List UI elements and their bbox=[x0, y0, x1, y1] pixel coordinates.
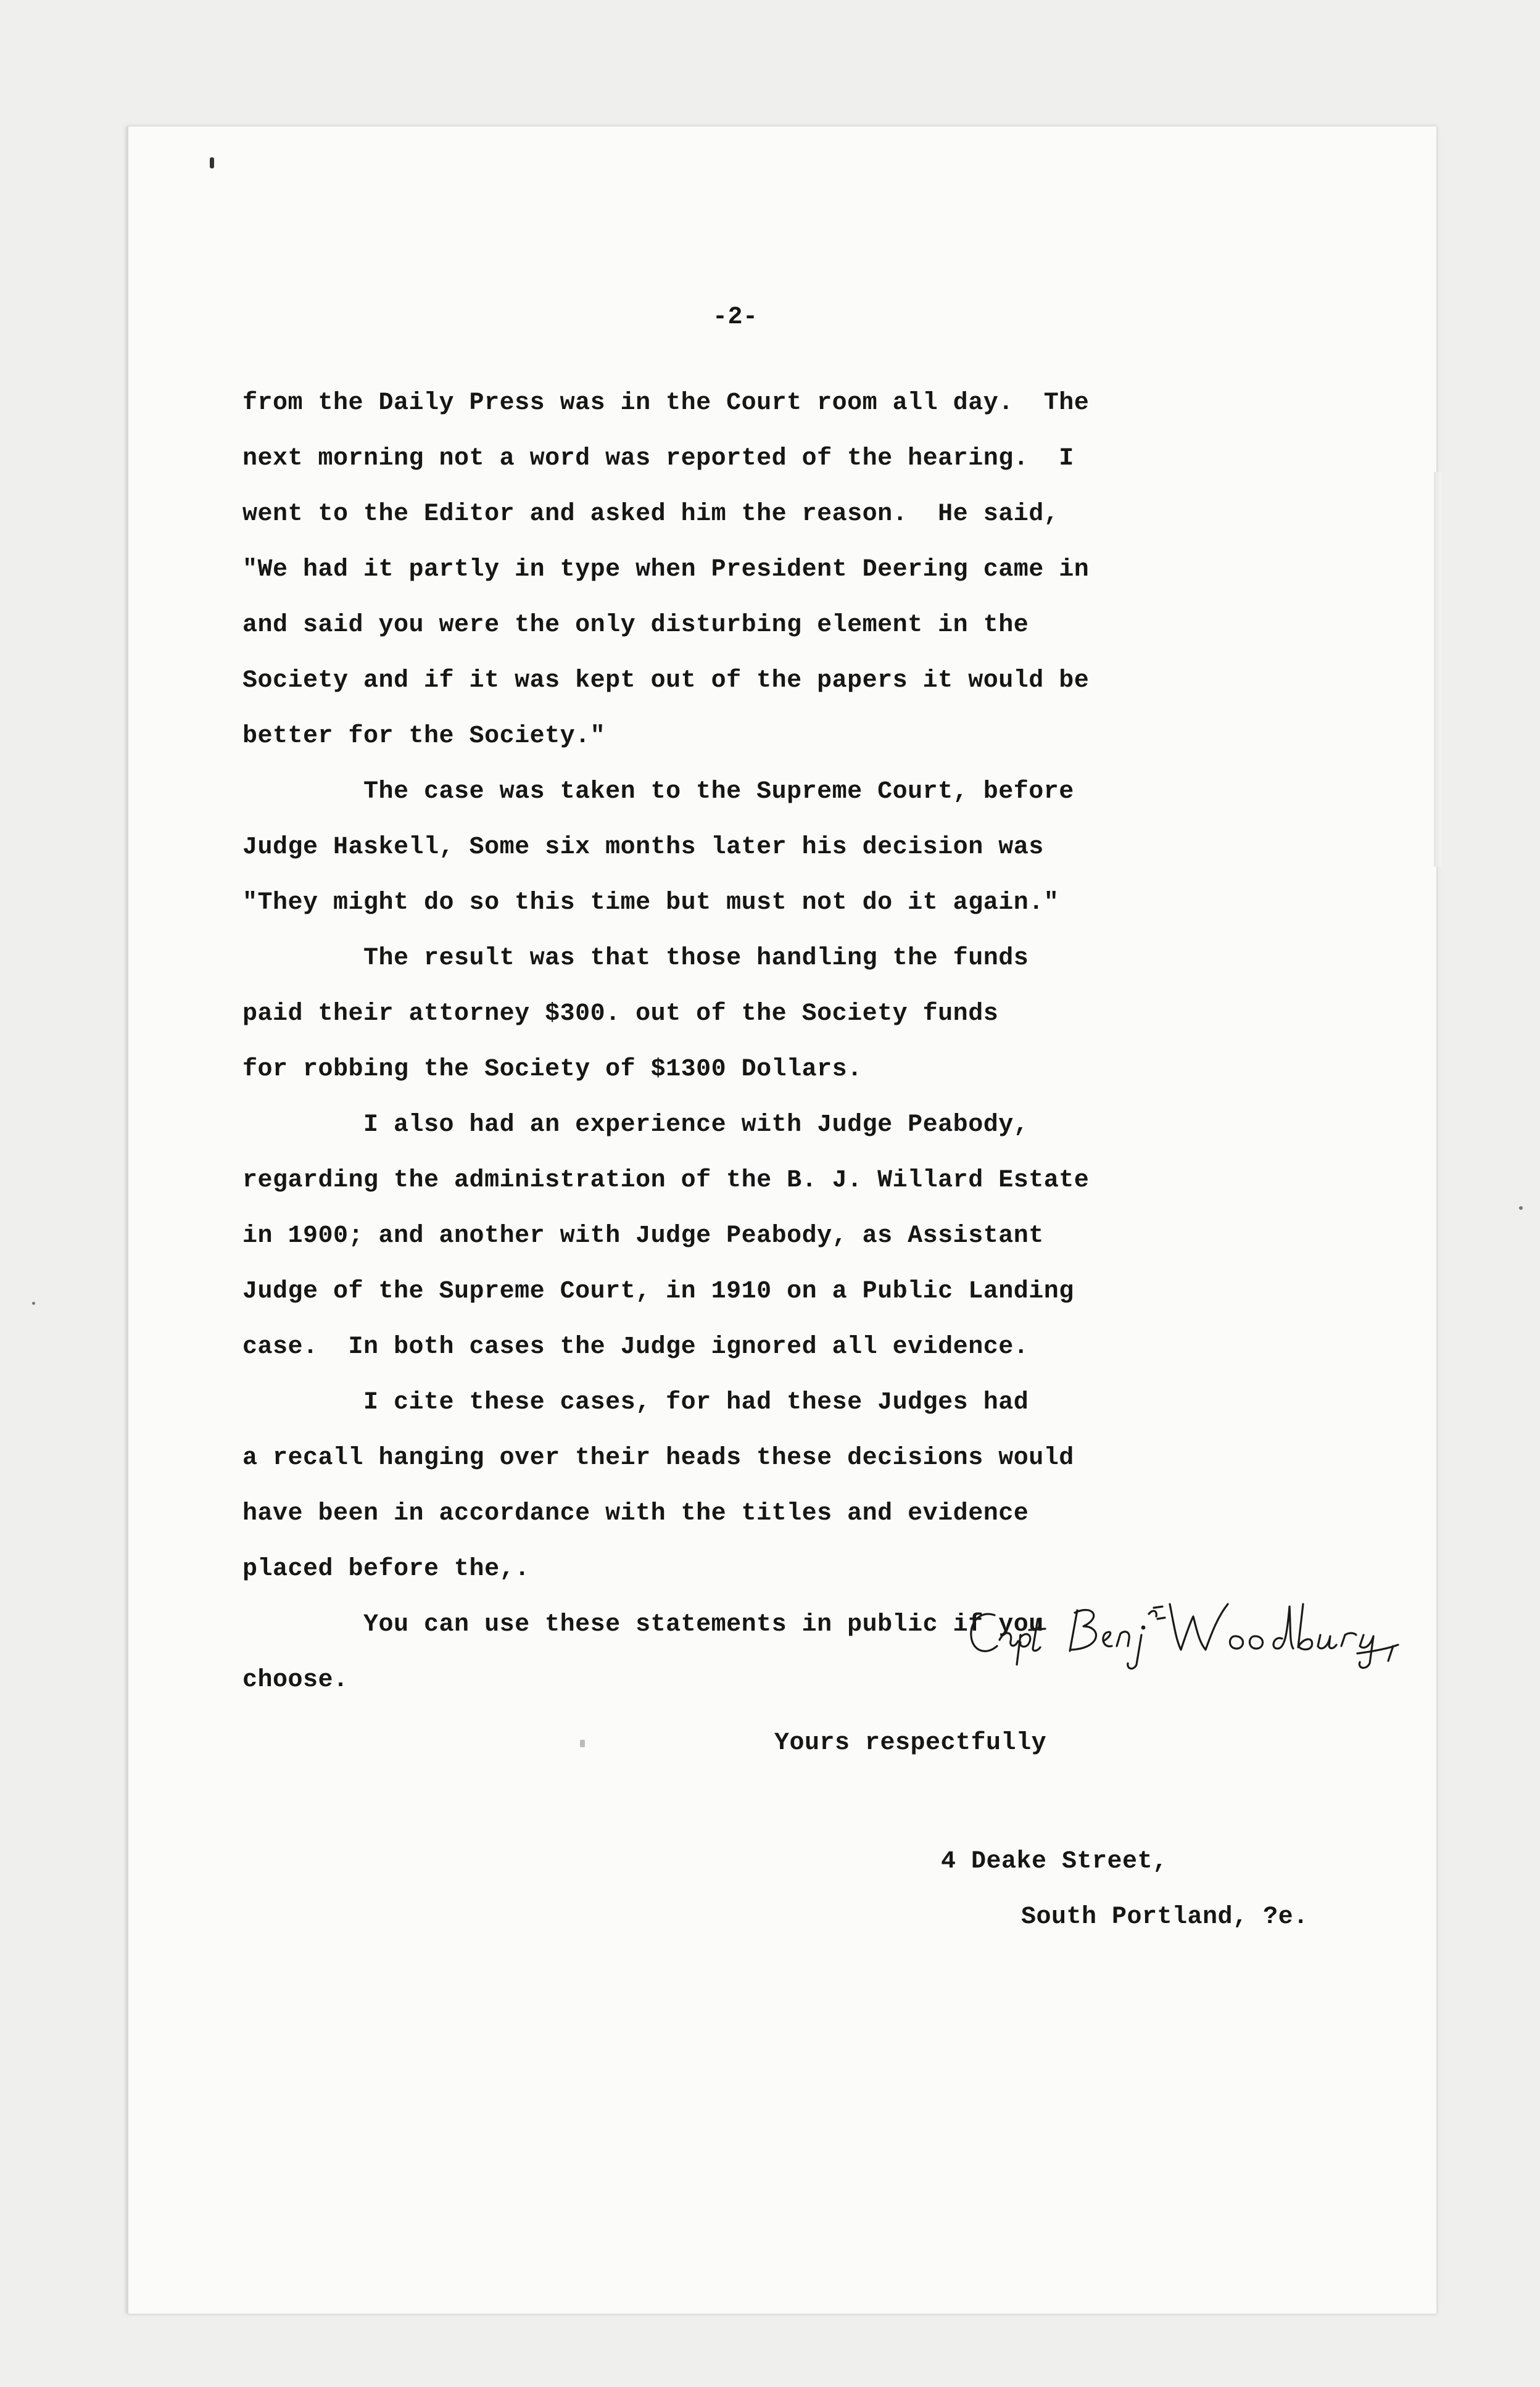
body-line: placed before the,. bbox=[242, 1555, 530, 1583]
body-line: You can use these statements in public if you bbox=[242, 1611, 1044, 1639]
body-line: paid their attorney $300. out of the Society funds bbox=[242, 1000, 999, 1028]
body-line: went to the Editor and asked him the reason. He said, bbox=[242, 500, 1059, 528]
body-line: "They might do so this time but must not do it again." bbox=[242, 889, 1059, 917]
body-line: Society and if it was kept out of the papers it would be bbox=[242, 667, 1090, 695]
body-line: I cite these cases, for had these Judges had bbox=[242, 1389, 1029, 1417]
body-line: Judge Haskell, Some six months later his decision was bbox=[242, 834, 1044, 861]
scan-speck bbox=[32, 1302, 35, 1305]
body-line: better for the Society." bbox=[242, 722, 606, 750]
body-line: and said you were the only disturbing element in the bbox=[242, 611, 1029, 639]
scan-speck bbox=[580, 1740, 585, 1747]
body-line: regarding the administration of the B. J. Willard Estate bbox=[242, 1167, 1090, 1194]
scan-speck bbox=[210, 157, 214, 168]
body-line: in 1900; and another with Judge Peabody, as Assistant bbox=[242, 1222, 1044, 1250]
body-line: The case was taken to the Supreme Court, before bbox=[242, 778, 1074, 806]
address-city: South Portland, ?e. bbox=[1021, 1903, 1309, 1931]
page-number: -2- bbox=[713, 304, 758, 331]
body-line: The result was that those handling the funds bbox=[242, 945, 1029, 972]
body-line: case. In both cases the Judge ignored all evidence. bbox=[242, 1333, 1029, 1361]
body-line: have been in accordance with the titles and evidence bbox=[242, 1500, 1029, 1528]
closing-salutation: Yours respectfully bbox=[774, 1729, 1047, 1757]
address-street: 4 Deake Street, bbox=[941, 1848, 1168, 1876]
body-line: I also had an experience with Judge Peabody, bbox=[242, 1111, 1029, 1139]
paper-fold-edge bbox=[1434, 472, 1441, 867]
handwritten-signature bbox=[956, 1592, 1438, 1672]
body-line: from the Daily Press was in the Court room all day. The bbox=[242, 389, 1090, 417]
body-line: Judge of the Supreme Court, in 1910 on a Public Landing bbox=[242, 1278, 1074, 1305]
body-line: "We had it partly in type when President Deering came in bbox=[242, 556, 1090, 584]
body-line: next morning not a word was reported of the hearing. I bbox=[242, 445, 1074, 473]
body-line: for robbing the Society of $1300 Dollars. bbox=[242, 1056, 863, 1083]
body-line: a recall hanging over their heads these decisions would bbox=[242, 1444, 1074, 1472]
body-line: choose. bbox=[242, 1666, 349, 1694]
scan-speck bbox=[1519, 1206, 1523, 1210]
